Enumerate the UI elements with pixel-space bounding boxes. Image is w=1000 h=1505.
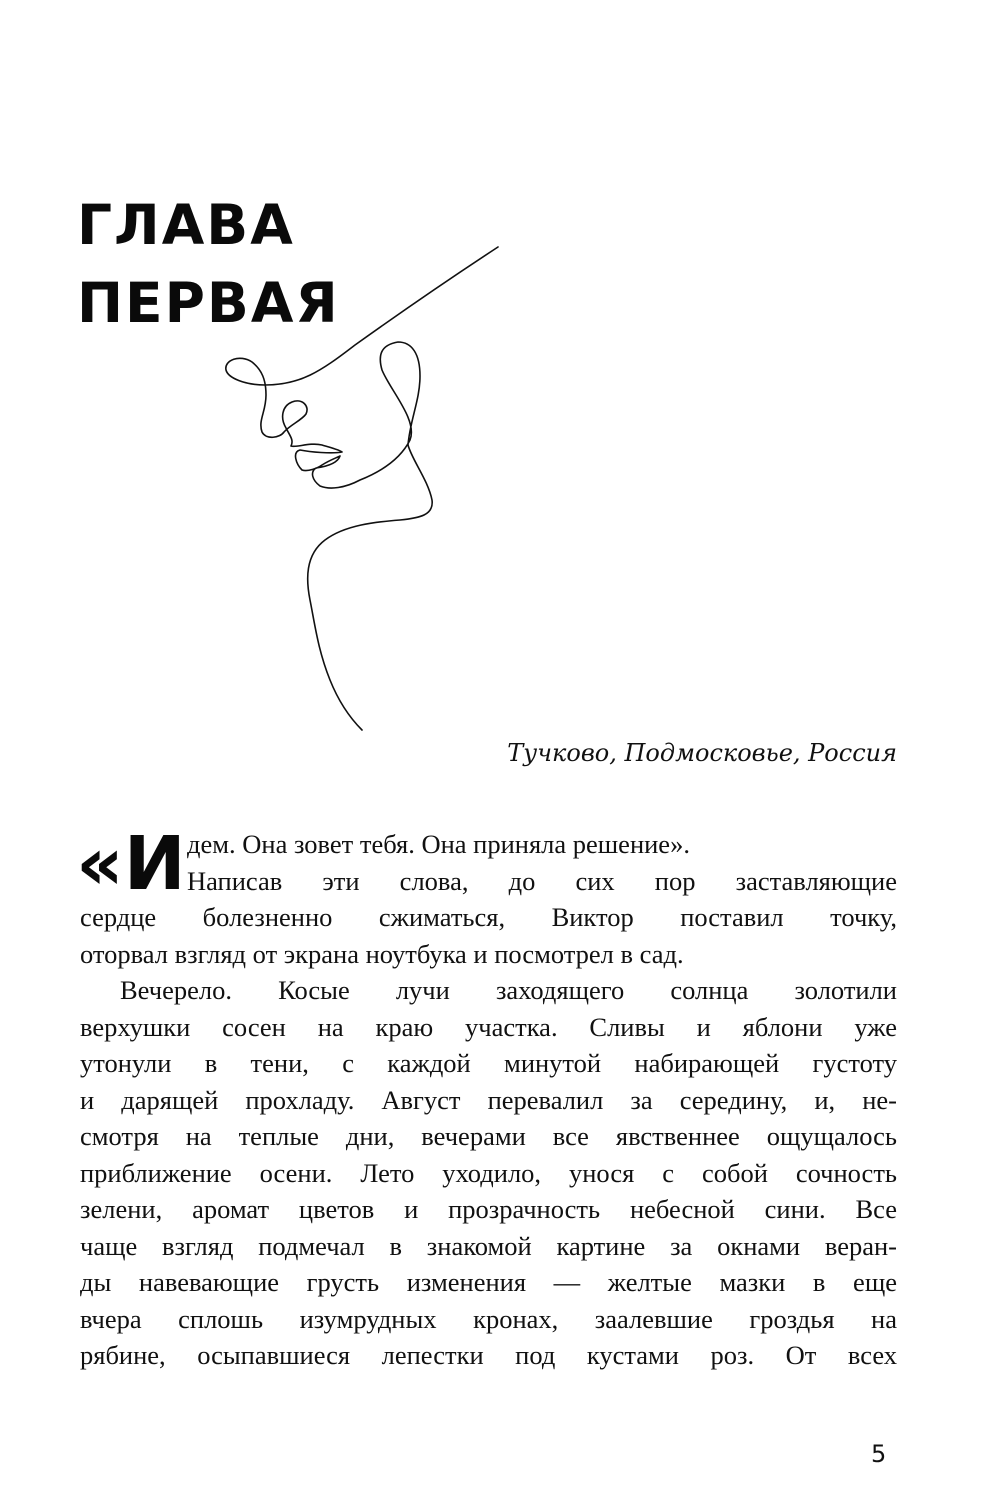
paragraph-1 xyxy=(76,821,897,972)
text-line: вчера сплошь изумрудных кронах, заалевшие гроздья на xyxy=(80,1303,897,1334)
text-line: приближение осени. Лето уходило, унося с собой сочность xyxy=(80,1157,897,1188)
chapter-title-line-1: ГЛАВА xyxy=(77,193,295,257)
page-number: 5 xyxy=(871,1440,887,1468)
location-epigraph: Тучково, Подмосковье, Россия xyxy=(507,739,897,767)
text-line: Вечерело. Косые лучи заходящего солнца золотили xyxy=(120,975,897,1005)
text-line: смотря на теплые дни, вечерами все явственнее ощущалось xyxy=(80,1121,897,1151)
text-line: зелени, аромат цветов и прозрачность небесной сини. Все xyxy=(80,1194,897,1224)
text-line: верхушки сосен на краю участка. Сливы и яблони уже xyxy=(80,1011,897,1042)
chapter-title xyxy=(77,186,340,342)
text-line: оторвал взгляд от экрана ноутбука и посмотрел в сад. xyxy=(80,938,684,969)
text-line: чаще взгляд подмечал в знакомой картине за окнами веран- xyxy=(80,1230,897,1261)
text-line: и дарящей прохладу. Август перевалил за середину, и, не- xyxy=(80,1084,897,1115)
paragraph-2 xyxy=(80,972,897,1374)
chapter-body xyxy=(76,821,897,1374)
text-line: Написав эти слова, до сих пор заставляющие xyxy=(187,865,897,896)
drop-cap: «И xyxy=(76,821,186,907)
text-line: дем. Она зовет тебя. Она приняла решение». xyxy=(187,829,690,859)
text-line: утонули в тени, с каждой минутой набирающей густоту xyxy=(80,1048,897,1078)
chapter-title-line-2: ПЕРВАЯ xyxy=(77,271,340,335)
text-line: рябине, осыпавшиеся лепестки под кустами роз. От всех xyxy=(80,1340,897,1370)
text-line: сердце болезненно сжиматься, Виктор поставил точку, xyxy=(80,902,897,932)
text-line: ды навевающие грусть изменения — желтые мазки в еще xyxy=(80,1267,897,1297)
